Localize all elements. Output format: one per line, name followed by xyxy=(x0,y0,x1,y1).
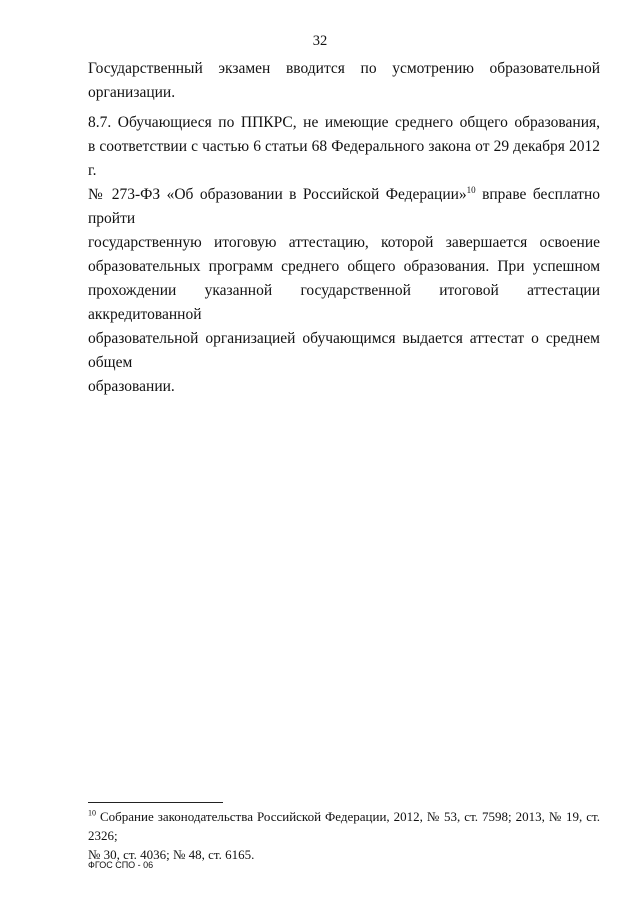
body-text xyxy=(88,57,600,405)
footnote-line xyxy=(88,807,600,845)
text-run: Собрание законодательства Российской Федерации, 2012, № 53, ст. 7598; 2013, № 19, ст. 2326; xyxy=(88,809,600,843)
paragraph-8-7 xyxy=(88,111,600,399)
paragraph-exam xyxy=(88,57,600,105)
paragraph-line: Государственный экзамен вводится по усмотрению образовательной xyxy=(88,60,600,77)
paragraph-line: образовательной организацией обучающимся выдается аттестат о среднем общем xyxy=(88,330,600,371)
paragraph-line: государственную итоговую аттестацию, которой завершается освоение xyxy=(88,234,600,251)
paragraph-line: образовательных программ среднего общего образования. При успешном xyxy=(88,258,600,275)
paragraph-line: 8.7. Обучающиеся по ППКРС, не имеющие среднего общего образования, xyxy=(88,114,600,131)
paragraph-line: прохождении указанной государственной итоговой аттестации аккредитованной xyxy=(88,282,600,323)
page-number: 32 xyxy=(312,33,328,49)
footnote-reference: 10 xyxy=(466,184,476,195)
footnote xyxy=(88,807,600,864)
paragraph-line-with-footnote xyxy=(88,183,600,231)
footnote-mark: 10 xyxy=(88,808,96,818)
paragraph-line: образовании. xyxy=(88,378,175,395)
text-run: № 273-ФЗ «Об образовании в Российской Федерации» xyxy=(88,186,467,203)
document-code: ФГОС СПО - 06 xyxy=(88,860,154,870)
text-run: вправе бесплатно пройти xyxy=(88,186,600,227)
footnote-separator xyxy=(88,802,223,803)
footnote-line: № 30, ст. 4036; № 48, ст. 6165. xyxy=(88,847,255,862)
paragraph-line: в соответствии с частью 6 статьи 68 Федерального закона от 29 декабря 2012 г. xyxy=(88,138,600,179)
paragraph-line: организации. xyxy=(88,84,176,101)
